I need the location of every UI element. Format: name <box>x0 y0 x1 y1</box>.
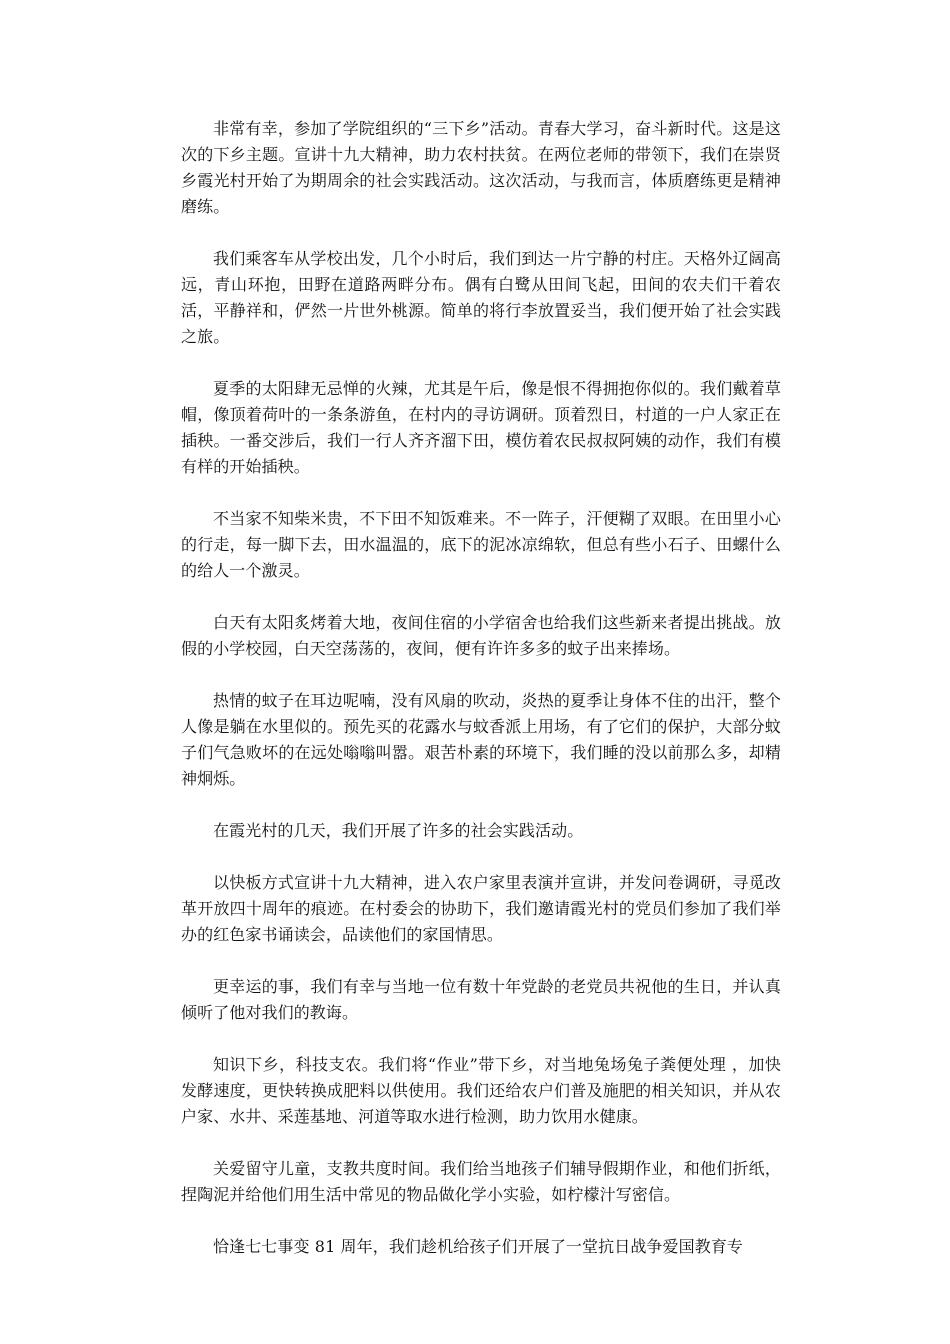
paragraph-10: 知识下乡，科技支农。我们将“作业”带下乡，对当地兔场兔子粪便处理 ，加快发酵速度，更快转换成肥料以供使用。我们还给农户们普及施肥的相关知识，并从农户家、水井、采莲基地、河道等取水进行检测，助力饮用水健康。 <box>181 1055 781 1126</box>
paragraph-1: 非常有幸，参加了学院组织的“三下乡”活动。青春大学习，奋斗新时代。这是这次的下乡主题。宣讲十九大精神，助力农村扶贫。在两位老师的带领下，我们在崇贤乡霞光村开始了为期周余的社会实践活动。这次活动，与我而言，体质磨练更是精神磨练。 <box>181 119 781 216</box>
paragraph-7: 在霞光村的几天，我们开展了许多的社会实践活动。 <box>213 821 584 840</box>
paragraph-3: 夏季的太阳肆无忌惮的火辣，尤其是午后，像是恨不得拥抱你似的。我们戴着草帽，像顶着荷叶的一条条游鱼，在村内的寻访调研。顶着烈日，村道的一户人家正在插秧。一番交涉后，我们一行人齐齐溜下田，模仿着农民叔叔阿姨的动作，我们有模有样的开始插秧。 <box>181 379 781 476</box>
paragraph-8: 以快板方式宣讲十九大精神，进入农户家里表演并宣讲，并发问卷调研，寻觅改革开放四十周年的痕迹。在村委会的协助下，我们邀请霞光村的党员们参加了我们举办的红色家书诵读会，品读他们的家国情思。 <box>181 873 781 944</box>
paragraph-12: 恰逢七七事变 81 周年，我们趁机给孩子们开展了一堂抗日战争爱国教育专 <box>213 1237 744 1256</box>
paragraph-4: 不当家不知柴米贵，不下田不知饭难来。不一阵子，汗便糊了双眼。在田里小心的行走，每一脚下去，田水温温的，底下的泥冰凉绵软，但总有些小石子、田螺什么的给人一个激灵。 <box>181 509 781 580</box>
paragraph-5: 白天有太阳炙烤着大地，夜间住宿的小学宿舍也给我们这些新来者提出挑战。放假的小学校园，白天空荡荡的，夜间，便有许许多多的蚊子出来捧场。 <box>181 613 781 658</box>
paragraph-6: 热情的蚊子在耳边呢喃，没有风扇的吹动，炎热的夏季让身体不住的出汗，整个人像是躺在水里似的。预先买的花露水与蚊香派上用场，有了它们的保护，大部分蚊子们气急败坏的在远处嗡嗡叫嚣。艰苦朴素的环境下，我们睡的没以前那么多，却精神炯烁。 <box>181 691 781 788</box>
paragraph-11: 关爱留守儿童，支教共度时间。我们给当地孩子们辅导假期作业，和他们折纸，捏陶泥并给他们用生活中常见的物品做化学小实验，如柠檬汁写密信。 <box>181 1159 781 1204</box>
paragraph-9: 更幸运的事，我们有幸与当地一位有数十年党龄的老党员共祝他的生日，并认真倾听了他对我们的教诲。 <box>181 977 781 1022</box>
paragraph-2: 我们乘客车从学校出发，几个小时后，我们到达一片宁静的村庄。天格外辽阔高远，青山环抱，田野在道路两畔分布。偶有白鹭从田间飞起，田间的农夫们干着农活，平静祥和，俨然一片世外桃源。简单的将行李放置妥当，我们便开始了社会实践之旅。 <box>181 249 781 346</box>
document-body <box>181 116 781 1286</box>
